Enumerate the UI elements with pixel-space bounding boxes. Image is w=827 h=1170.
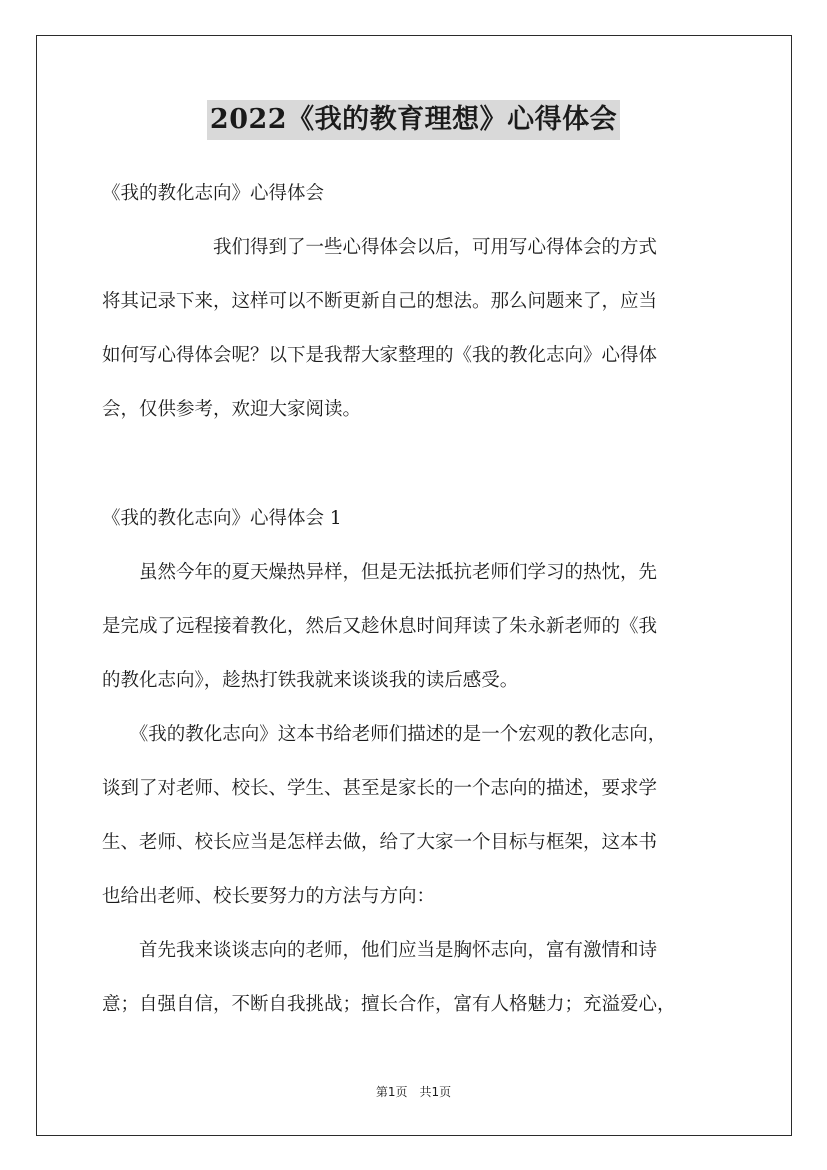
body-line: 生、老师、校长应当是怎样去做，给了大家一个目标与框架，这本书 (102, 832, 658, 853)
body-line: 将其记录下来，这样可以不断更新自己的想法。那么问题来了，应当 (102, 291, 658, 312)
document-title: 2022《我的教育理想》心得体会 (207, 100, 620, 140)
body-line: 如何写心得体会呢？以下是我帮大家整理的《我的教化志向》心得体 (102, 345, 658, 366)
section-heading: 《我的教化志向》心得体会 1 (102, 508, 342, 529)
body-line: 的教化志向》，趁热打铁我就来谈谈我的读后感受。 (102, 670, 519, 691)
title-container (0, 100, 827, 140)
body-line: 谈到了对老师、校长、学生、甚至是家长的一个志向的描述，要求学 (102, 778, 658, 799)
body-line: 也给出老师、校长要努力的方法与方向： (102, 886, 436, 907)
page-number-footer: 第1页 共1页 (375, 1085, 452, 1099)
body-line: 会，仅供参考，欢迎大家阅读。 (102, 399, 362, 420)
body-line: 是完成了远程接着教化，然后又趁休息时间拜读了朱永新老师的《我 (102, 616, 658, 637)
body-line: 《我的教化志向》这本书给老师们描述的是一个宏观的教化志向， (102, 724, 667, 745)
body-line: 首先我来谈谈志向的老师，他们应当是胸怀志向，富有激情和诗 (102, 940, 658, 961)
body-line: 虽然今年的夏天燥热异样，但是无法抵抗老师们学习的热忱，先 (102, 562, 658, 583)
body-line: 意；自强自信，不断自我挑战；擅长合作，富有人格魅力；充溢爱心， (102, 994, 676, 1015)
subtitle-heading: 《我的教化志向》心得体会 (102, 183, 325, 204)
body-line: 我们得到了一些心得体会以后，可用写心得体会的方式 (102, 237, 658, 258)
